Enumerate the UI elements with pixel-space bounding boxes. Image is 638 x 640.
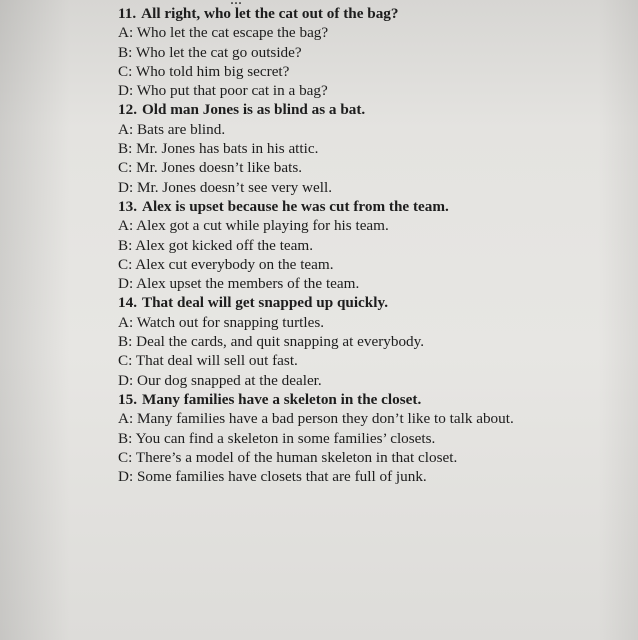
question-heading [118, 197, 633, 216]
question-text: Alex is upset because he was cut from the team. [141, 197, 449, 215]
option-b: B: Alex got kicked off the team. [118, 236, 314, 254]
option-a: A: Alex got a cut while playing for his team. [118, 217, 389, 235]
question-number: 12. [118, 101, 137, 119]
question-text: That deal will get snapped up quickly. [141, 294, 389, 312]
question-11 [118, 4, 633, 100]
question-14 [118, 293, 633, 389]
option-a: A: Many families have a bad person they don’t like to talk about. [118, 410, 514, 428]
question-heading [118, 293, 633, 312]
question-12 [118, 100, 633, 196]
option-b: B: You can find a skeleton in some families’ closets. [118, 429, 436, 447]
question-heading [118, 390, 633, 409]
option-c: C: Who told him big secret? [118, 62, 290, 80]
worksheet [118, 4, 633, 486]
question-number: 11. [118, 5, 137, 22]
option-c: C: Alex cut everybody on the team. [118, 255, 334, 273]
left-shadow [0, 0, 70, 640]
option-a: A: Who let the cat escape the bag? [118, 24, 329, 42]
option-a: A: Bats are blind. [118, 120, 226, 138]
question-text: All right, who let the cat out of the bag? [141, 5, 399, 22]
option-b: B: Deal the cards, and quit snapping at everybody. [118, 333, 425, 351]
question-number: 14. [118, 294, 137, 312]
option-d: D: Our dog snapped at the dealer. [118, 371, 322, 389]
question-heading [118, 4, 633, 23]
option-c: C: Mr. Jones doesn’t like bats. [118, 159, 303, 177]
question-13 [118, 197, 633, 293]
option-d: D: Alex upset the members of the team. [118, 275, 360, 293]
question-text: Many families have a skeleton in the closet. [141, 390, 422, 408]
question-text: Old man Jones is as blind as a bat. [141, 101, 366, 119]
option-d: D: Mr. Jones doesn’t see very well. [118, 178, 332, 196]
option-a: A: Watch out for snapping turtles. [118, 313, 325, 331]
question-number: 15. [118, 390, 137, 408]
option-c: C: That deal will sell out fast. [118, 352, 298, 370]
question-15 [118, 390, 633, 486]
option-d: D: Who put that poor cat in a bag? [118, 82, 328, 100]
option-b: B: Mr. Jones has bats in his attic. [118, 140, 319, 158]
option-b: B: Who let the cat go outside? [118, 43, 302, 61]
option-d: D: Some families have closets that are full of junk. [118, 468, 427, 486]
question-heading [118, 100, 633, 119]
question-number: 13. [118, 197, 137, 215]
option-c: C: There’s a model of the human skeleton in that closet. [118, 448, 458, 466]
